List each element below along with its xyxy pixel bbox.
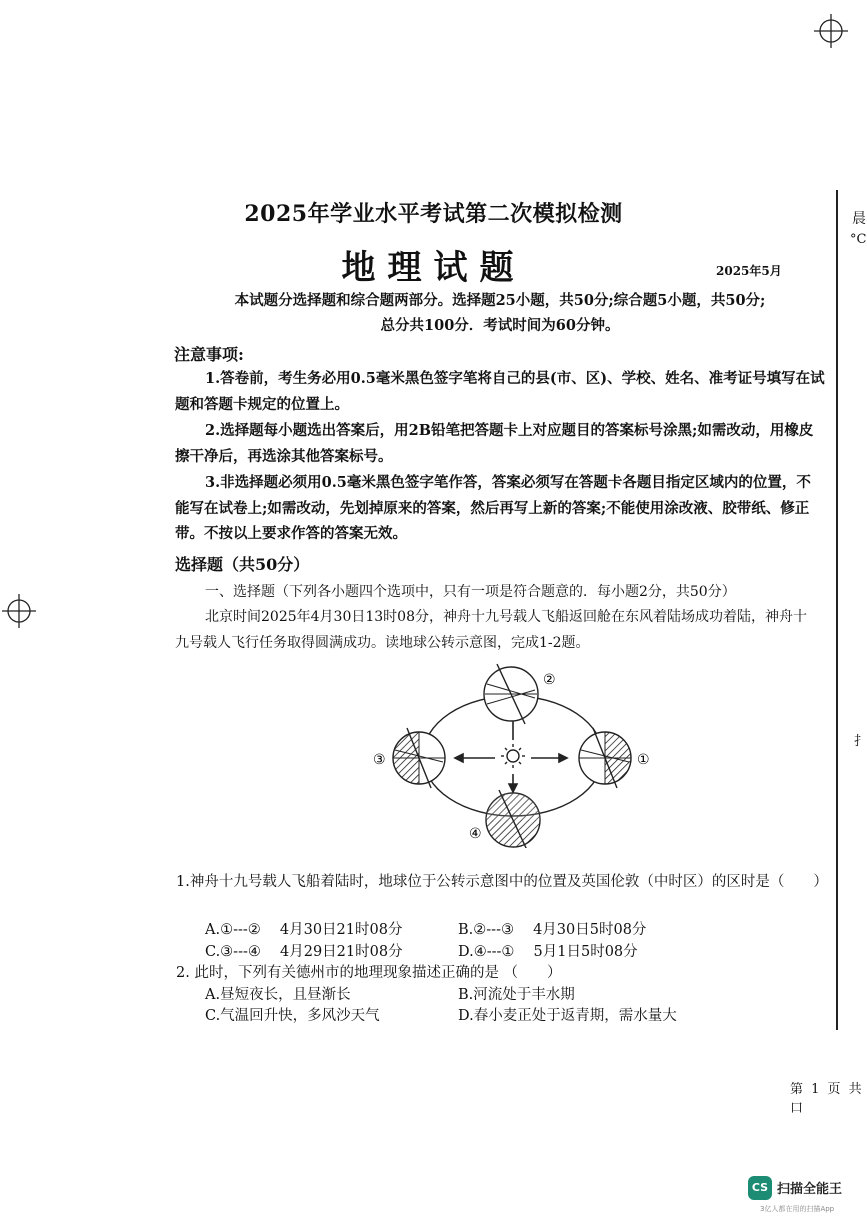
intro-line: 总分共100分．考试时间为60分钟。: [380, 317, 620, 334]
margin-text: 晨: [852, 211, 866, 227]
section-instruction: 一、选择题（下列各小题四个选项中，只有一项是符合题意的．每小题2分，共50分）: [205, 584, 736, 600]
earth-position-4: [486, 790, 540, 848]
question-option: B.河流处于丰水期: [458, 987, 575, 1003]
scanner-name: 扫描全能王: [777, 1182, 843, 1197]
notice-item: 2.选择题每小题选出答案后，用2B铅笔把答题卡上对应题目的答案标号涂黑;如需改动，用橡皮擦干净后，再选涂其他答案标号。: [175, 422, 814, 465]
scanner-logo: CS: [748, 1176, 772, 1200]
notice-item: 1.答卷前，考生务必用0.5毫米黑色签字笔将自己的县(市、区)、学校、姓名、准考证号填写在试题和答题卡规定的位置上。: [175, 370, 825, 413]
scanner-tagline: 3亿人都在用的扫描App: [760, 1205, 835, 1213]
subject-title: 地理试题: [341, 248, 526, 288]
question-option: B.②---③ 4月30日5时08分: [458, 922, 647, 938]
notice-item: 3.非选择题必须用0.5毫米黑色签字笔作答，答案必须写在答题卡各题目指定区域内的位置，不能写在试卷上;如需改动，先划掉原来的答案，然后再写上新的答案;不能使用涂改液、胶带纸、修正带。不按以上要求作答的答案无效。: [175, 474, 811, 542]
earth-position-2: [484, 664, 538, 724]
margin-text: 扌: [854, 734, 867, 749]
registration-mark-left: [2, 594, 36, 628]
question-option: A.①---② 4月30日21时08分: [205, 922, 403, 938]
notice-heading: 注意事项:: [174, 345, 244, 364]
earth-position-1: [579, 728, 631, 788]
exam-date: 2025年5月: [716, 264, 782, 278]
sunlight-arrows: [455, 712, 567, 792]
question-option: C.③---④ 4月29日21时08分: [205, 944, 403, 960]
section-heading: 选择题（共50分）: [175, 555, 310, 574]
question-stem: 2. 此时，下列有关德州市的地理现象描述正确的是 （ ）: [176, 965, 562, 981]
page-number: 第 1 页 共口: [790, 1082, 864, 1116]
exam-title: 2025年学业水平考试第二次模拟检测: [244, 201, 623, 227]
earth-revolution-diagram: [365, 658, 665, 848]
margin-text: °C: [850, 232, 867, 247]
question-option: D.④---① 5月1日5时08分: [458, 944, 638, 960]
sun-icon: [507, 750, 519, 762]
diagram-label: ③: [373, 752, 386, 768]
question-option: C.气温回升快，多风沙天气: [205, 1008, 380, 1024]
registration-mark-top-right: [814, 14, 848, 48]
reading-passage: 北京时间2025年4月30日13时08分，神舟十九号载人飞船返回舱在东风着陆场成功着陆，神舟十九号载人飞行任务取得圆满成功。读地球公转示意图，完成1-2题。: [175, 609, 807, 651]
question-option: D.春小麦正处于返青期，需水量大: [458, 1008, 677, 1024]
diagram-label: ①: [637, 752, 650, 768]
question-stem: 1.神舟十九号载人飞船着陆时，地球位于公转示意图中的位置及英国伦敦（中时区）的区时是（ ）: [176, 874, 828, 890]
question-option: A.昼短夜长，且昼渐长: [205, 987, 351, 1003]
earth-position-3: [393, 728, 445, 788]
diagram-label: ④: [469, 826, 482, 842]
diagram-label: ②: [543, 672, 556, 688]
binding-line: [836, 190, 838, 1030]
intro-line: 本试题分选择题和综合题两部分。选择题25小题，共50分;综合题5小题，共50分;: [234, 292, 766, 309]
